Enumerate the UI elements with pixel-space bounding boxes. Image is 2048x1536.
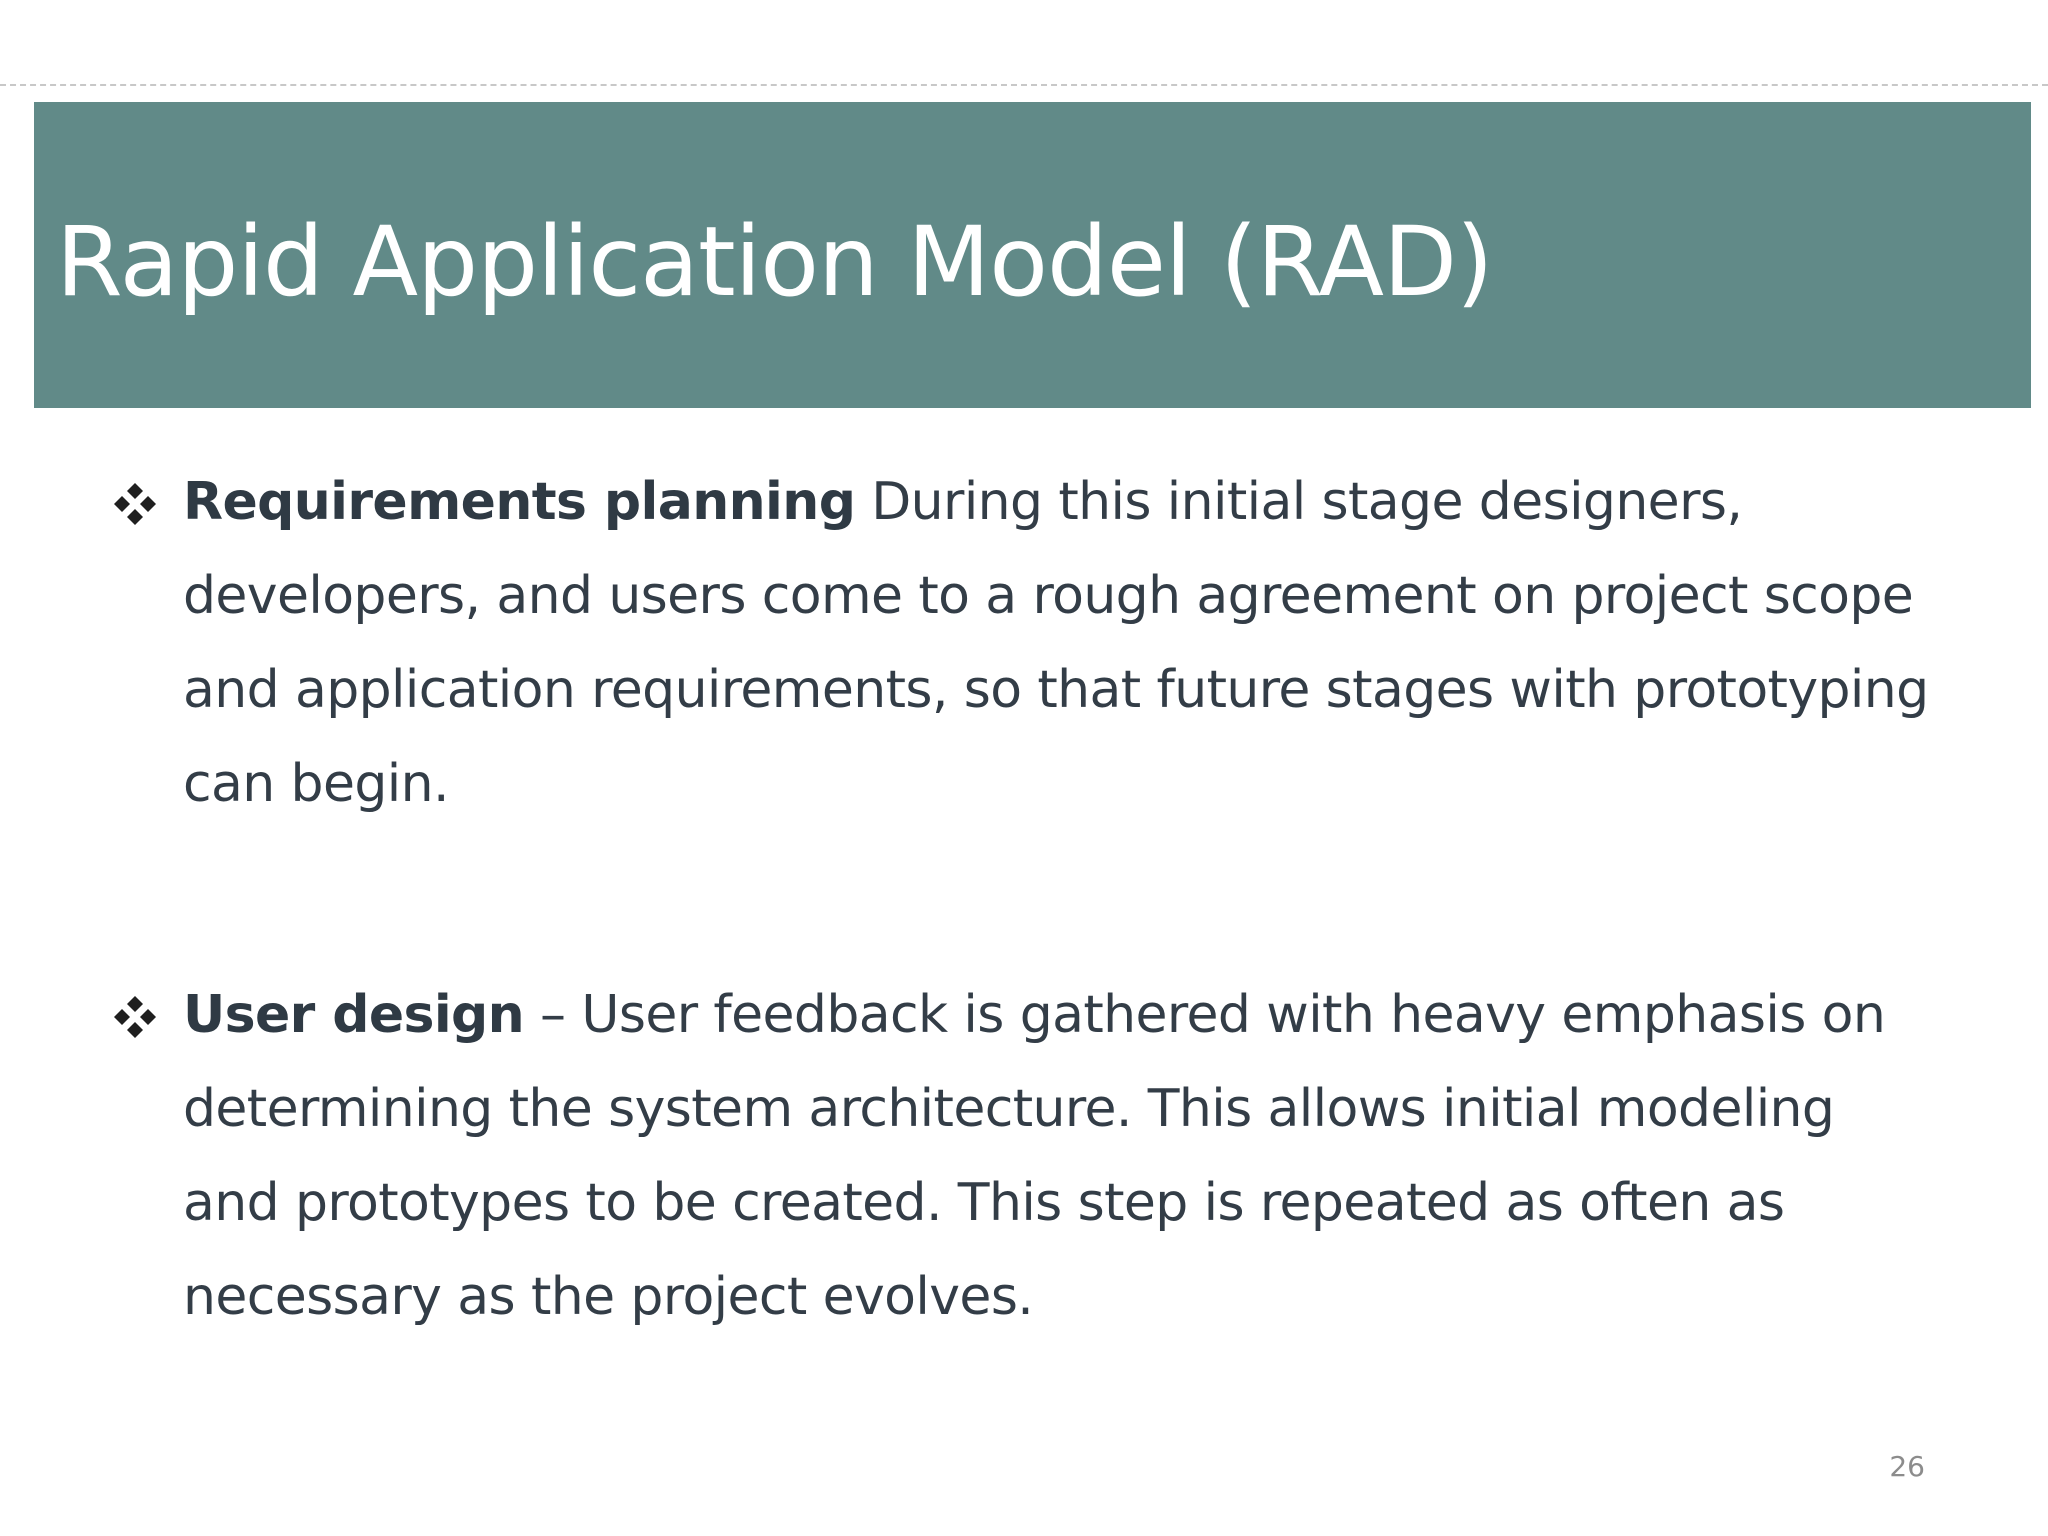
bullet-body: During this initial stage designers, developers, and users come to a rough agreement on project scope and application requirements, so that future stages with prototyping can begin. (183, 472, 1929, 814)
bullet-body: – User feedback is gathered with heavy emphasis on determining the system architecture. This allows initial modeling and prototypes to be created. This step is repeated as often as necessary as the project evolves. (183, 985, 1886, 1327)
bullet-paragraph (183, 968, 1942, 1344)
four-diamond-bullet-icon (112, 481, 158, 527)
bullet-requirements-planning (112, 472, 1942, 831)
bullet-heading: User design (183, 985, 525, 1045)
four-diamond-bullet-icon (112, 994, 158, 1040)
title-banner (34, 102, 2031, 408)
top-dashed-divider (0, 84, 2048, 86)
page-number: 26 (1889, 1450, 1925, 1483)
slide-title: Rapid Application Model (RAD) (56, 206, 1493, 318)
bullet-paragraph (183, 455, 1942, 831)
bullet-user-design (112, 985, 1942, 1344)
bullet-heading: Requirements planning (183, 472, 856, 532)
